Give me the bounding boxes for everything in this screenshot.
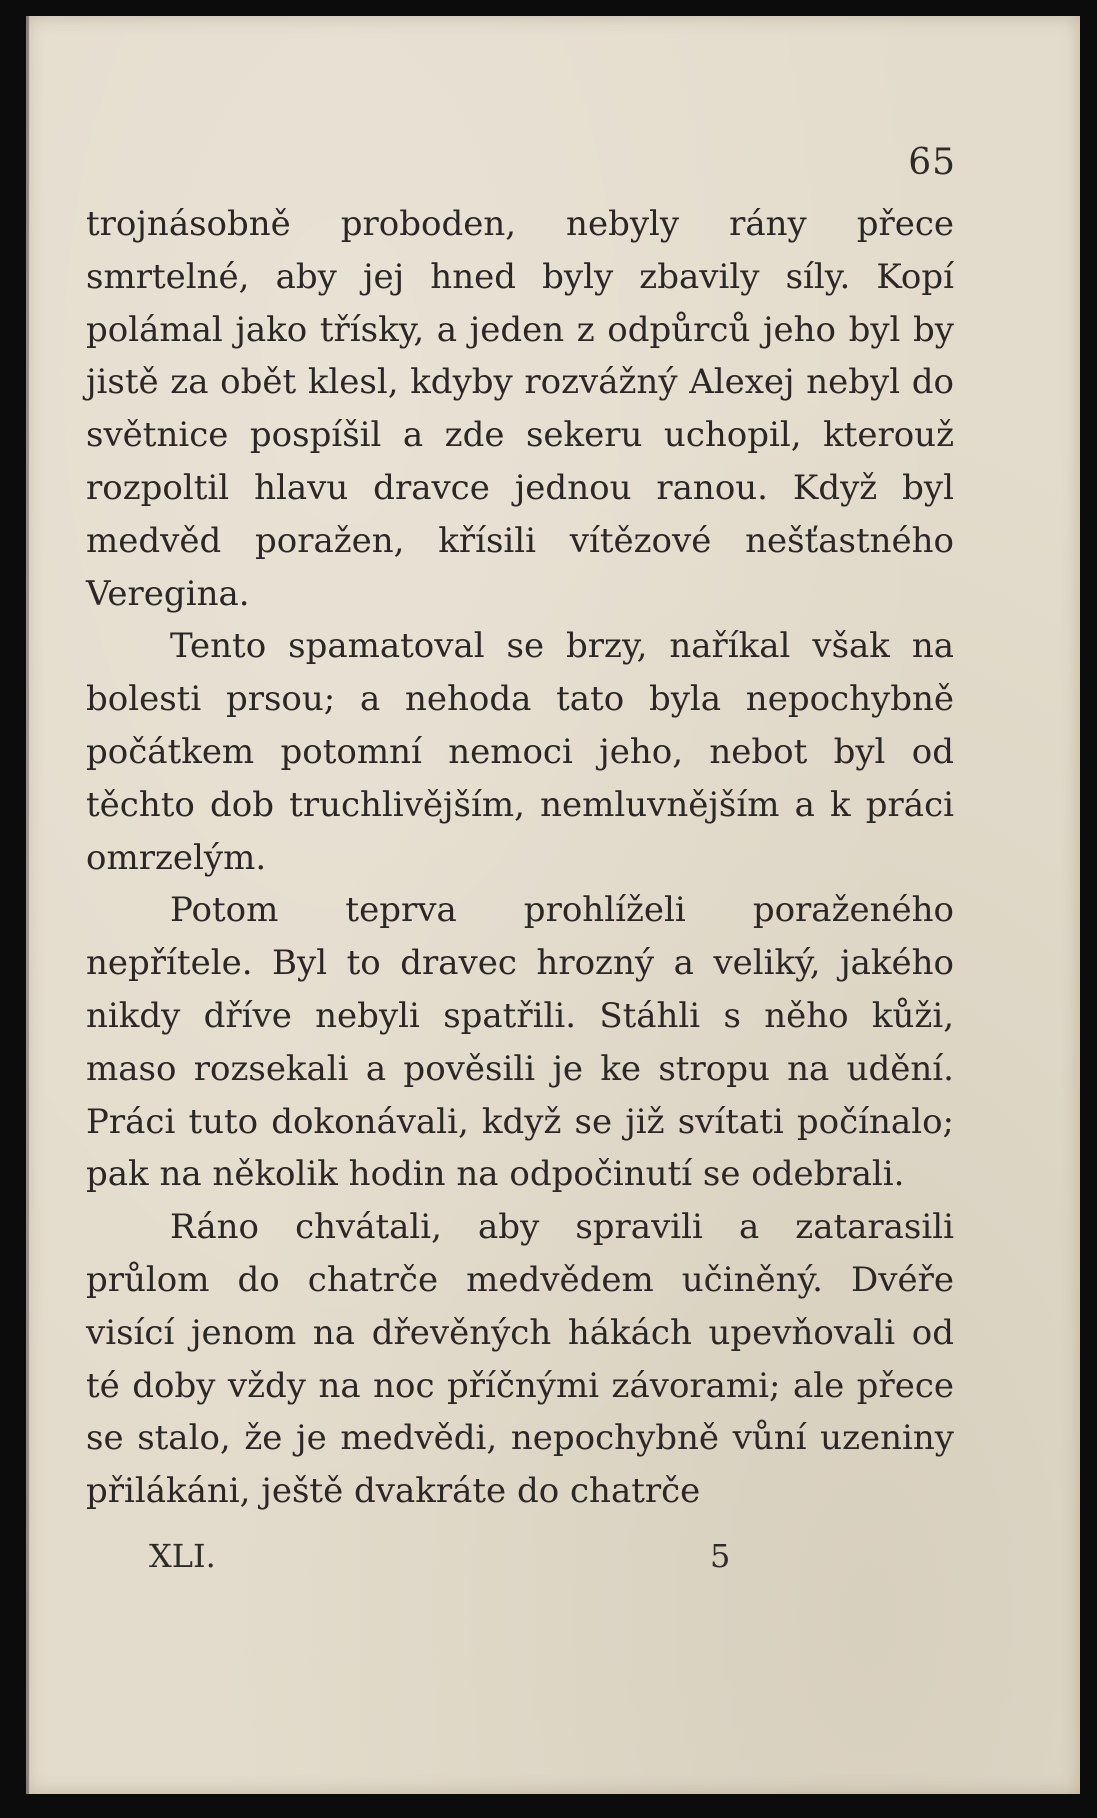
folio-number: 5 — [710, 1537, 731, 1575]
paragraph-2: Tento spamatoval se brzy, naříkal však na bolesti prsou; a nehoda tato byla nepochybně počátkem potomní nemoci jeho, nebot byl od těchto dob truchlivějším, nemluvnějším a k práci omrzelým. — [86, 626, 954, 878]
paragraph-1: trojnásobně proboden, nebyly rány přece smrtelné, aby jej hned byly zbavily síly. Kopí polámal jako třísky, a jeden z odpůrců jeho byl by jistě za obět klesl, kdyby rozvážný Alexej nebyl do světnice pospíšil a zde sekeru uchopil, kterouž rozpoltil hlavu dravce jednou ranou. Když byl medvěd poražen, křísili vítězové nešťastného Veregina. — [86, 204, 954, 614]
book-page — [26, 16, 1080, 1794]
paragraph-4: Ráno chvátali, aby spravili a zatarasili průlom do chatrče medvědem učiněný. Dvéře visící jenom na dřevěných hákách upevňovali od té doby vždy na noc příčnými závorami; ale přece se stalo, že je medvědi, nepochybně vůní uzeniny přilákáni, ještě dvakráte do chatrče — [86, 1207, 954, 1512]
signature-mark: XLI. — [149, 1537, 216, 1575]
page-gutter-edge — [26, 16, 29, 1794]
body-text — [86, 198, 954, 1518]
paragraph-3: Potom teprva prohlíželi poraženého nepřítele. Byl to dravec hrozný a veliký, jakého nikdy dříve nebyli spatřili. Stáhli s něho kůži, maso rozsekali a pověsili je ke stropu na udění. Práci tuto dokonávali, když se již svítati počínalo; pak na několik hodin na odpočinutí se odebrali. — [86, 890, 954, 1195]
page-number: 65 — [908, 142, 956, 183]
